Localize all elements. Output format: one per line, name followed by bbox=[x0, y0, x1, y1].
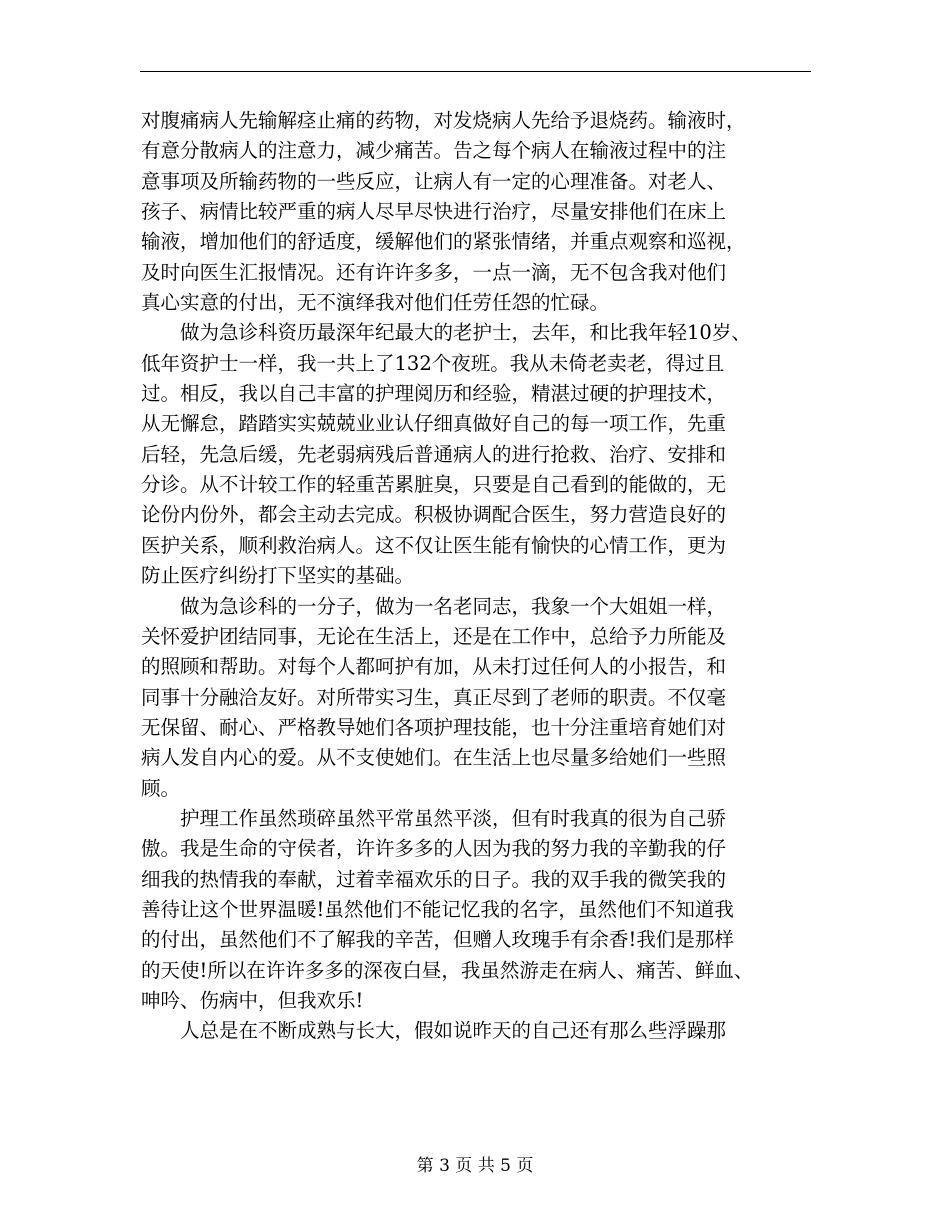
text-line: 分诊。从不计较工作的轻重苦累脏臭，只要是自己看到的能做的，无 bbox=[141, 473, 727, 497]
text-line: 过。相反，我以自己丰富的护理阅历和经验，精湛过硬的护理技术， bbox=[141, 382, 727, 406]
text-line: 低年资护士一样，我一共上了132个夜班。我从未倚老卖老，得过且 bbox=[141, 351, 725, 375]
text-line: 从无懈怠，踏踏实实兢兢业业认仔细真做好自己的每一项工作，先重 bbox=[141, 412, 727, 436]
text-line: 防止医疗纠纷打下坚实的基础。 bbox=[141, 564, 415, 588]
text-line: 同事十分融洽友好。对所带实习生，真正尽到了老师的职责。不仅毫 bbox=[141, 685, 727, 709]
text-line: 有意分散病人的注意力，减少痛苦。告之每个病人在输液过程中的注 bbox=[141, 139, 727, 163]
text-line: 的天使!所以在许许多多的深夜白昼，我虽然游走在病人、痛苦、鲜血、 bbox=[141, 958, 754, 982]
text-line: 意事项及所输药物的一些反应，让病人有一定的心理准备。对老人、 bbox=[141, 169, 727, 193]
text-line: 后轻，先急后缓，先老弱病残后普通病人的进行抢救、治疗、安排和 bbox=[141, 442, 727, 466]
text-line: 及时向医生汇报情况。还有许许多多，一点一滴，无不包含我对他们 bbox=[141, 260, 727, 284]
text-line: 的照顾和帮助。对每个人都呵护有加，从未打过任何人的小报告，和 bbox=[141, 655, 727, 679]
text-line: 做为急诊科的一分子，做为一名老同志，我象一个大姐姐一样， bbox=[141, 594, 727, 618]
text-line: 呻吟、伤病中，但我欢乐! bbox=[141, 988, 364, 1012]
text-line: 顾。 bbox=[141, 776, 181, 800]
text-line: 输液，增加他们的舒适度，缓解他们的紧张情绪，并重点观察和巡视， bbox=[141, 230, 746, 254]
text-line: 孩子、病情比较严重的病人尽早尽快进行治疗，尽量安排他们在床上 bbox=[141, 200, 727, 224]
text-line: 无保留、耐心、严格教导她们各项护理技能，也十分注重培育她们对 bbox=[141, 715, 727, 739]
text-line: 关怀爱护团结同事，无论在生活上，还是在工作中，总给予力所能及 bbox=[141, 624, 727, 648]
text-line: 细我的热情我的奉献，过着幸福欢乐的日子。我的双手我的微笑我的 bbox=[141, 867, 727, 891]
text-line: 医护关系，顺利救治病人。这不仅让医生能有愉快的心情工作，更为 bbox=[141, 533, 727, 557]
text-line: 做为急诊科资历最深年纪最大的老护士，去年，和比我年轻10岁、 bbox=[141, 321, 751, 345]
text-line: 人总是在不断成熟与长大，假如说昨天的自己还有那么些浮躁那 bbox=[141, 1019, 727, 1043]
text-line: 真心实意的付出，无不演绎我对他们任劳任怨的忙碌。 bbox=[141, 291, 610, 315]
text-line: 善待让这个世界温暖!虽然他们不能记忆我的名字，虽然他们不知道我 bbox=[141, 897, 734, 921]
header-rule bbox=[140, 71, 811, 72]
page-footer: 第 3 页 共 5 页 bbox=[416, 1156, 534, 1176]
text-line: 的付出，虽然他们不了解我的辛苦，但赠人玫瑰手有余香!我们是那样 bbox=[141, 928, 734, 952]
text-line: 论份内份外，都会主动去完成。积极协调配合医生，努力营造良好的 bbox=[141, 503, 727, 527]
body-text bbox=[141, 106, 821, 1047]
text-line: 对腹痛病人先输解痉止痛的药物，对发烧病人先给予退烧药。输液时， bbox=[141, 109, 746, 132]
text-line: 傲。我是生命的守侯者，许许多多的人因为我的努力我的辛勤我的仔 bbox=[141, 837, 727, 861]
text-line: 病人发自内心的爱。从不支使她们。在生活上也尽量多给她们一些照 bbox=[141, 746, 727, 770]
text-line: 护理工作虽然琐碎虽然平常虽然平淡，但有时我真的很为自己骄 bbox=[141, 806, 727, 830]
